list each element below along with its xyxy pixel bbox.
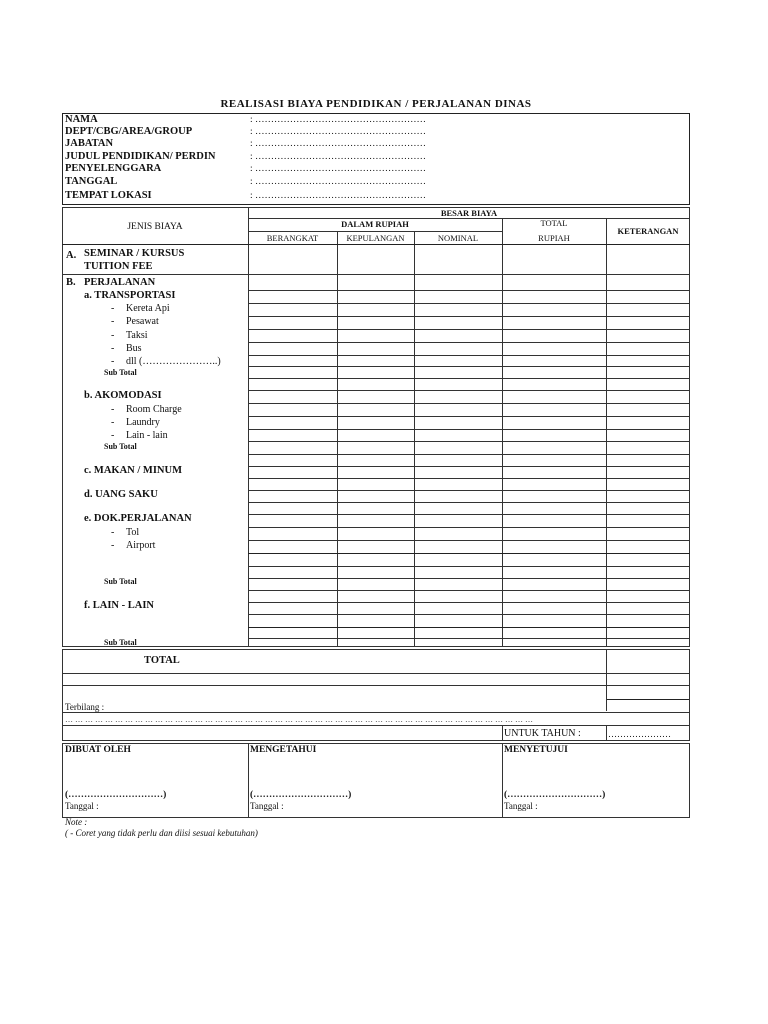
kepulangan-header: KEPULANGAN <box>346 233 405 243</box>
table-rule <box>248 231 502 232</box>
signature-name-field[interactable]: (…………………………) <box>504 790 606 800</box>
table-rule <box>248 590 690 591</box>
table-rule <box>248 454 690 455</box>
transport-item: Taksi <box>126 330 148 341</box>
dok-bullet: - <box>111 540 115 551</box>
akomodasi-item: Room Charge <box>126 404 182 415</box>
transport-bullet: - <box>111 316 115 327</box>
dok-item: Airport <box>126 540 156 551</box>
item-a-title: SEMINAR / KURSUS <box>84 248 185 259</box>
table-rule <box>248 416 690 417</box>
total-header: TOTAL <box>540 218 568 228</box>
table-rule <box>248 290 690 291</box>
table-rule <box>248 553 690 554</box>
table-rule <box>248 490 690 491</box>
rupiah-header: RUPIAH <box>538 233 570 243</box>
table-rule <box>248 355 690 356</box>
transport-bullet: - <box>111 330 115 341</box>
akomodasi-label: b. AKOMODASI <box>84 390 162 401</box>
signature-date-label: Tanggal : <box>250 801 284 811</box>
transport-item: Bus <box>126 343 142 354</box>
item-a-letter: A. <box>66 250 77 261</box>
table-rule <box>502 218 503 647</box>
note-label: Note : <box>65 817 88 827</box>
uang-saku-label: d. UANG SAKU <box>84 489 158 500</box>
table-rule <box>248 316 690 317</box>
terbilang-label: Terbilang : <box>65 702 105 712</box>
item-a-subtitle: TUITION FEE <box>84 261 153 272</box>
table-rule <box>248 527 690 528</box>
form-title: REALISASI BIAYA PENDIDIKAN / PERJALANAN DINAS <box>220 98 532 110</box>
table-rule <box>248 627 690 628</box>
item-b-letter: B. <box>66 277 76 288</box>
keterangan-header: KETERANGAN <box>617 226 679 236</box>
transport-bullet: - <box>111 303 115 314</box>
table-rule <box>606 218 607 647</box>
signature-title: MENYETUJUI <box>504 745 568 755</box>
table-rule <box>248 514 690 515</box>
table-rule <box>248 638 690 639</box>
info-value-field[interactable]: : ……………………………………………… <box>250 191 427 201</box>
table-rule <box>248 602 690 603</box>
dok-item: Tol <box>126 527 140 538</box>
note-text: ( - Coret yang tidak perlu dan diisi sesuai kebutuhan) <box>65 828 258 838</box>
berangkat-header: BERANGKAT <box>266 233 319 243</box>
table-rule <box>248 303 690 304</box>
table-rule <box>248 429 690 430</box>
table-rule <box>248 578 690 579</box>
nominal-header: NOMINAL <box>437 233 479 243</box>
terbilang-dots: … … … … … … … … … … … … … … … … … … … … … … … … … … … … … … … … … … … … … … … … … … … … … … … <box>65 715 533 724</box>
table-rule <box>248 441 690 442</box>
dok-perjalanan-label: e. DOK.PERJALANAN <box>84 513 192 524</box>
table-rule <box>248 342 690 343</box>
lain-subtotal: Sub Total <box>104 638 137 647</box>
table-rule <box>414 231 415 647</box>
transport-item: dll (…………………..) <box>126 356 221 367</box>
akomodasi-bullet: - <box>111 404 115 415</box>
info-label: JUDUL PENDIDIKAN/ PERDIN <box>65 151 216 162</box>
jenis-biaya-header: JENIS BIAYA <box>127 222 183 232</box>
table-rule <box>248 478 690 479</box>
info-value-field[interactable]: : ……………………………………………… <box>250 152 427 162</box>
signature-title: DIBUAT OLEH <box>65 745 131 755</box>
transport-item: Pesawat <box>126 316 159 327</box>
info-label: TANGGAL <box>65 176 118 187</box>
dalam-rupiah-header: DALAM RUPIAH <box>341 219 409 229</box>
signature-date-label: Tanggal : <box>65 801 99 811</box>
info-label: PENYELENGGARA <box>65 163 162 174</box>
table-rule <box>248 378 690 379</box>
table-rule <box>248 274 690 275</box>
table-rule <box>248 566 690 567</box>
total-label: TOTAL <box>144 655 180 666</box>
table-rule <box>248 366 690 367</box>
signature-section <box>62 743 690 818</box>
info-value-field[interactable]: : ……………………………………………… <box>250 139 427 149</box>
table-rule <box>248 614 690 615</box>
signature-name-field[interactable]: (…………………………) <box>250 790 352 800</box>
item-b-title: PERJALANAN <box>84 277 156 288</box>
dok-bullet: - <box>111 527 115 538</box>
signature-name-field[interactable]: (…………………………) <box>65 790 167 800</box>
table-rule <box>248 207 249 647</box>
transport-bullet: - <box>111 343 115 354</box>
akomodasi-subtotal: Sub Total <box>104 442 137 451</box>
info-label: NAMA <box>65 114 98 125</box>
info-label: DEPT/CBG/AREA/GROUP <box>65 126 193 137</box>
lain-lain-label: f. LAIN - LAIN <box>84 600 155 611</box>
akomodasi-bullet: - <box>111 417 115 428</box>
table-rule <box>248 502 690 503</box>
signature-date-label: Tanggal : <box>504 801 538 811</box>
makan-label: c. MAKAN / MINUM <box>84 465 182 476</box>
table-rule <box>248 390 690 391</box>
info-value-field[interactable]: : ……………………………………………… <box>250 177 427 187</box>
table-rule <box>248 466 690 467</box>
table-rule <box>62 244 690 245</box>
table-rule <box>248 329 690 330</box>
transportasi-label: a. TRANSPORTASI <box>84 290 176 301</box>
info-label: JABATAN <box>65 138 114 149</box>
info-label: TEMPAT LOKASI <box>65 190 152 201</box>
untuk-tahun-dots: ………………… <box>608 729 671 739</box>
transport-item: Kereta Api <box>126 303 170 314</box>
dok-subtotal: Sub Total <box>104 577 137 586</box>
akomodasi-item: Lain - lain <box>126 430 168 441</box>
signature-title: MENGETAHUI <box>250 745 317 755</box>
table-rule <box>248 403 690 404</box>
besar-biaya-header: BESAR BIAYA <box>440 208 498 218</box>
akomodasi-item: Laundry <box>126 417 160 428</box>
transport-bullet: - <box>111 356 115 367</box>
table-rule <box>337 231 338 647</box>
transport-subtotal: Sub Total <box>104 368 137 377</box>
info-value-field[interactable]: : ……………………………………………… <box>250 115 427 125</box>
table-rule <box>248 540 690 541</box>
info-value-field[interactable]: : ……………………………………………… <box>250 127 427 137</box>
table-rule <box>62 274 248 275</box>
akomodasi-bullet: - <box>111 430 115 441</box>
info-value-field[interactable]: : ……………………………………………… <box>250 164 427 174</box>
untuk-tahun-label: UNTUK TAHUN : <box>504 728 581 739</box>
